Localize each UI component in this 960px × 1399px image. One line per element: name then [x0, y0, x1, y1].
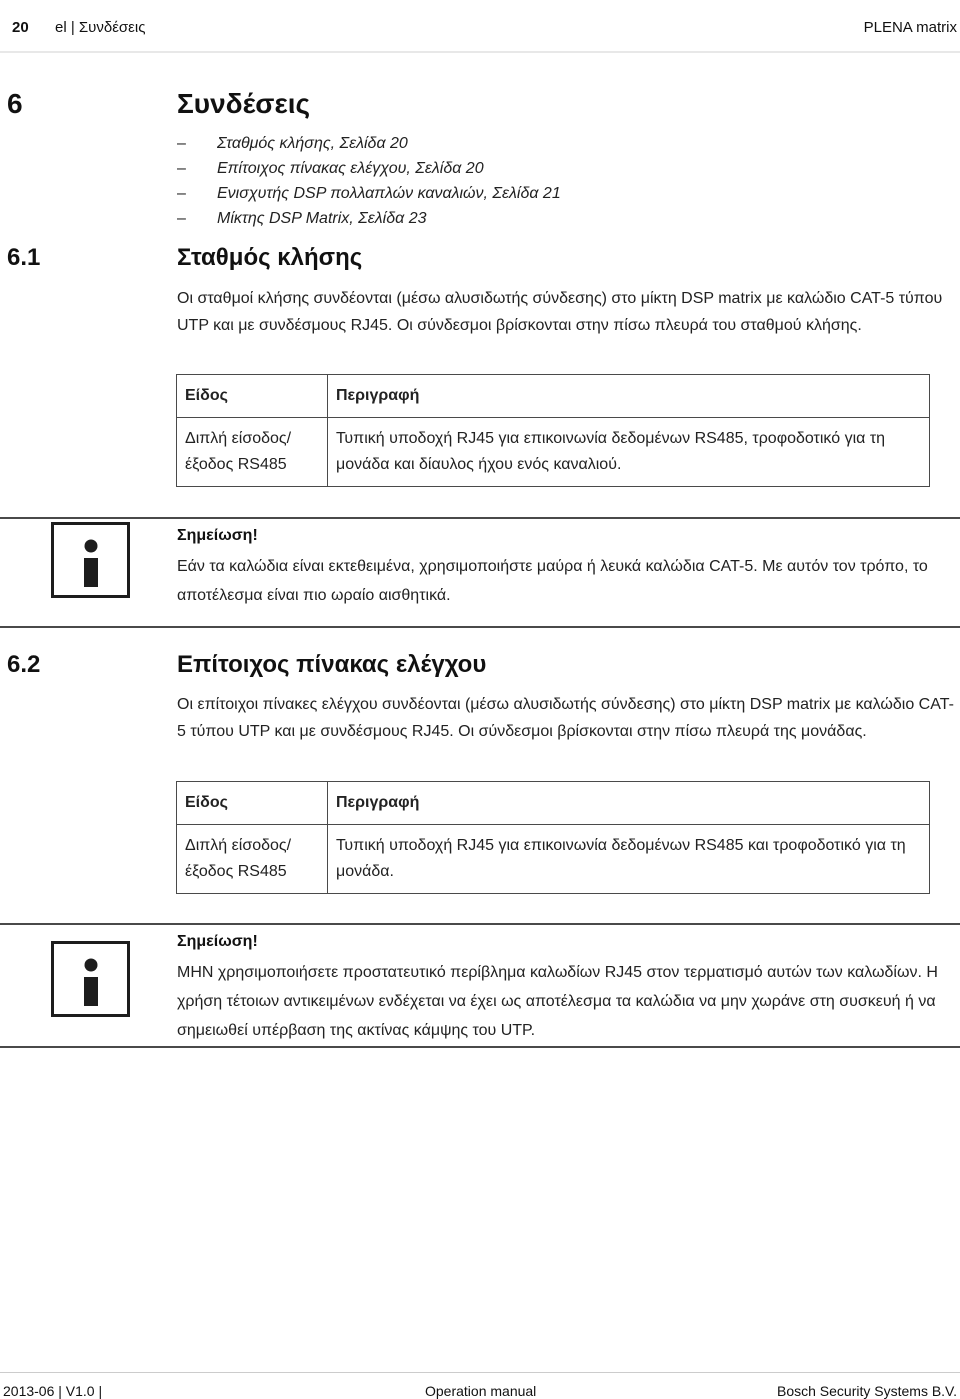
table-header-row	[177, 375, 930, 418]
chapter-number: 6	[7, 88, 23, 119]
chapter-toc	[177, 131, 561, 231]
page-number: 20	[12, 19, 29, 36]
note-label: Σημείωση!	[177, 527, 258, 544]
info-icon	[51, 522, 130, 598]
table-cell-type: Διπλή είσοδος/ έξοδος RS485	[177, 825, 328, 894]
table-row	[177, 825, 930, 894]
footer-company: Bosch Security Systems B.V.	[777, 1383, 957, 1399]
table-cell-description: Τυπική υποδοχή RJ45 για επικοινωνία δεδομένων RS485 και τροφοδοτικό για τη μονάδα.	[328, 825, 930, 894]
note-label: Σημείωση!	[177, 933, 258, 950]
note-divider-top	[0, 923, 960, 925]
toc-dash: –	[177, 160, 186, 177]
toc-link[interactable]: Ενισχυτής DSP πολλαπλών καναλιών, Σελίδα 21	[217, 185, 561, 202]
section-paragraph: Οι σταθμοί κλήσης συνδέονται (μέσω αλυσιδωτής σύνδεσης) στο μίκτη DSP matrix με καλώδιο CAT-5 τύπου UTP και με συνδέσμους RJ45. Οι σύνδεσμοι βρίσκονται στην πίσω πλευρά του σταθμού κλήσης.	[177, 290, 943, 334]
section-title: Σταθμός κλήσης	[177, 244, 363, 271]
toc-item[interactable]	[177, 206, 561, 231]
table-header-description: Περιγραφή	[328, 782, 930, 825]
table-header-type: Είδος	[177, 375, 328, 418]
toc-item[interactable]	[177, 181, 561, 206]
toc-link[interactable]: Επίτοιχος πίνακας ελέγχου, Σελίδα 20	[217, 160, 484, 177]
spec-table	[176, 781, 930, 894]
section-number: 6.1	[7, 244, 41, 271]
section-number: 6.2	[7, 651, 41, 678]
note-divider-top	[0, 517, 960, 519]
table-row	[177, 418, 930, 487]
toc-dash: –	[177, 210, 186, 227]
toc-link[interactable]: Σταθμός κλήσης, Σελίδα 20	[217, 135, 408, 152]
footer-divider	[0, 1372, 960, 1373]
header-divider	[0, 51, 960, 53]
table-cell-description: Τυπική υποδοχή RJ45 για επικοινωνία δεδομένων RS485, τροφοδοτικό για τη μονάδα και δίαυλος ήχου ενός καναλιού.	[328, 418, 930, 487]
info-glyph	[54, 944, 127, 1014]
toc-dash: –	[177, 135, 186, 152]
note-divider-bottom	[0, 1046, 960, 1048]
table-header-row	[177, 782, 930, 825]
note-text: ΜΗΝ χρησιμοποιήσετε προστατευτικό περίβλημα καλωδίων RJ45 στον τερματισμό αυτών των καλωδίων. Η χρήση τέτοιων αντικειμένων ενδέχεται να έχει ως αποτέλεσμα τα καλώδια να μην χωράνε στη συσκευή ή να σημειωθεί υπέρβαση της ακτίνας κάμψης του UTP.	[177, 964, 938, 1039]
footer-doc-type: Operation manual	[425, 1383, 537, 1399]
toc-item[interactable]	[177, 131, 561, 156]
section-path: el | Συνδέσεις	[55, 19, 146, 36]
note-text: Εάν τα καλώδια είναι εκτεθειμένα, χρησιμοποιήστε μαύρα ή λευκά καλώδια CAT-5. Με αυτόν τον τρόπο, το αποτέλεσμα είναι πιο ωραίο αισθητικά.	[177, 558, 928, 604]
toc-dash: –	[177, 185, 186, 202]
footer-version: 2013-06 | V1.0 |	[3, 1383, 103, 1399]
table-header-type: Είδος	[177, 782, 328, 825]
spec-table	[176, 374, 930, 487]
chapter-title: Συνδέσεις	[177, 88, 311, 119]
info-icon	[51, 941, 130, 1017]
toc-item[interactable]	[177, 156, 561, 181]
toc-link[interactable]: Μίκτης DSP Matrix, Σελίδα 23	[217, 210, 427, 227]
section-paragraph: Οι επίτοιχοι πίνακες ελέγχου συνδέονται (μέσω αλυσιδωτής σύνδεσης) στο μίκτη DSP matrix με καλώδιο CAT-5 τύπου UTP και με συνδέσμους RJ45. Οι σύνδεσμοι βρίσκονται στην πίσω πλευρά της μονάδας.	[177, 696, 954, 740]
info-glyph	[54, 525, 127, 595]
table-cell-type: Διπλή είσοδος/ έξοδος RS485	[177, 418, 328, 487]
section-title: Επίτοιχος πίνακας ελέγχου	[177, 651, 487, 678]
table-header-description: Περιγραφή	[328, 375, 930, 418]
note-divider-bottom	[0, 626, 960, 628]
product-name: PLENA matrix	[863, 19, 957, 36]
